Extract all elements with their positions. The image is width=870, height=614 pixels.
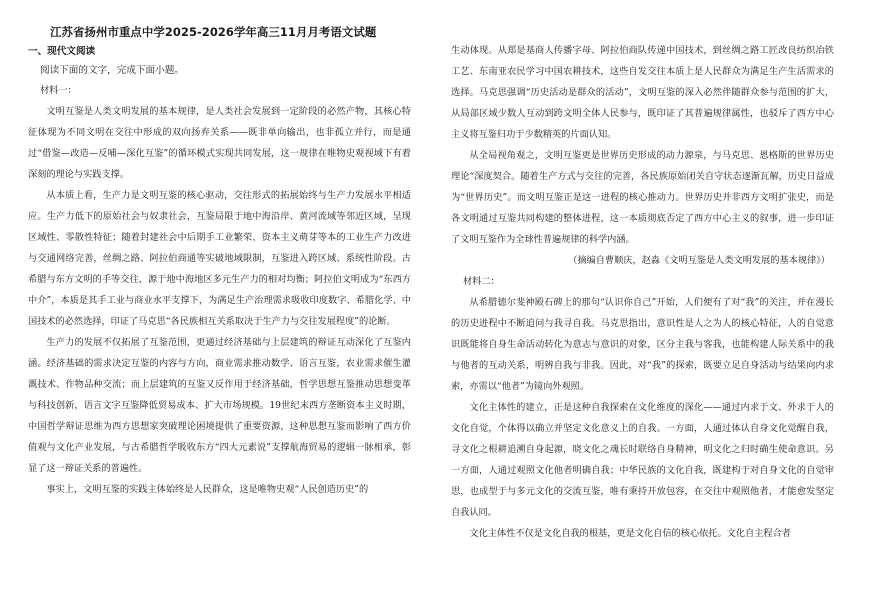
- material-1-label: 材料一：: [40, 85, 77, 96]
- left-column: [28, 22, 411, 500]
- right-paragraph-3: 从希腊德尔斐神殿石碑上的那句“认识你自己”开始，人们便有了对“我”的关注，并在漫长的历史进程中不断追问与我寻自我。马克思指出，意识性是人之为人的核心特征，人的自觉意识既能将自身生命活动转化为意志与意识的对象，区分主我与客我，也能构建人际关系中的我与他者的互动关系，明辨自我与非我。因此，对“我”的探索，既要立足自身活动与结果向内求索，亦需以“他者”为镜向外观照。: [451, 297, 834, 392]
- right-column: [451, 40, 834, 544]
- reading-instruction: 阅读下面的文字，完成下面小题。: [40, 65, 184, 76]
- material-2-label: 材料二：: [463, 276, 500, 287]
- left-paragraph-2: 从本质上看，生产力是文明互鉴的核心驱动，交往形式的拓展始终与生产力发展水平相适应。生产力低下的原始社会与奴隶社会，互鉴局限于地中海沿岸、黄河流域等邻近区域，呈现区域性、零散性特征；随着封建社会中后期手工业繁荣、资本主义萌芽等本的工业生产力改进与交通网络完善，丝绸之路、阿拉伯商通等实破地域限制，互鉴进入跨区域、系统性阶段。古希腊与东方文明的手等交往，源于地中海地区多元生产力的相对均衡；阿拉伯文明成为“东西方中介”，本质是其手工业与商业水平支撑下，为满足生产治理需求吸收印度数字、希腊化学、中国技术的必然选择，印证了马克思“各民族相互关系取决于生产力与交往发展程度”的论断。: [28, 190, 411, 327]
- source-citation: （摘编自曹顺庆，赵淼《文明互鉴是人类文明发展的基本规律》）: [568, 255, 830, 266]
- right-paragraph-4: 文化主体性的建立，正是这种自我探索在文化维度的深化——通过内求于文、外求于人的文化自觉，个体得以确立并坚定文化意义上的自我。一方面，人通过体认自身文化觉醒自我，寻文化之根耕追溯自身起源，晓文化之魂长时联络自身精神，明文化之归时确生使命意识。另一方面，人通过观照文化他者明确自我；中华民族的文化自我，既建构于对自身文化的自觉审思，也成型于与多元文化的交流互鉴，唯有秉持开放包容，在交往中观照他者，才能愈发坚定自我认同。: [451, 402, 834, 518]
- left-paragraph-1: 文明互鉴是人类文明发展的基本规律，是人类社会发展到一定阶段的必然产物，其核心特征体现为不同文明在交往中形成的双向扬弃关系——既非单向输出，也非孤立并行，而是通过“借鉴—改造—反哺—深化互鉴”的循环模式实现共同发展，这一规律在唯物史观视域下有着深刻的理论与实践支撑。: [28, 106, 411, 180]
- section-heading: 一、现代文阅读: [28, 46, 96, 57]
- right-paragraph-2: 从全局视角观之，文明互鉴更是世界历史形成的动力源泉，与马克思、恩格斯的世界历史理论“深度契合。随着生产方式与交往的完善，各民族原始闭关自守状态逐渐瓦解，历史日益成为“世界历史”。而文明互鉴正是这一进程的核心推动力。世界历史并非西方文明扩张史，而是各文明通过互鉴共同构建的整体进程，这一本质彻底否定了西方中心主义的叙事，进一步印证了文明互鉴作为全球性普遍规律的科学内涵。: [451, 150, 834, 245]
- left-paragraph-3: 生产力的发展不仅拓展了互鉴范围，更通过经济基础与上层建筑的辩证互动深化了互鉴内涵。经济基础的需求决定互鉴的内容与方向，商业需求推动数学、语言互鉴，农业需求催生灌溉技术、作物品种交流；而上层建筑的互鉴又反作用于经济基础，哲学思想互鉴推动思想变革与科技创新，语言文字互鉴降低贸易成本、扩大市场规模。19世纪末西方垄断资本主义时期，中国哲学辩证思维为西方思想家突破理论困境提供了重要资源，这种思想互鉴而影响了西方价值观与文化产业发展，与古希腊哲学吸收东方“四大元素说”支撑航海贸易的逻辑一脉相承，彰显了这一辩证关系的普遍性。: [28, 337, 411, 474]
- right-paragraph-1: 生动体现。从郑是基商人传播字母、阿拉伯商队传递中国技术，到丝绸之路工匠改良纺织冶铁工艺、东南亚农民学习中国农耕技术，这些自发交往本质上是人民群众为满足生产生活需求的选择。马克思强调“历史活动是群众的活动”，文明互鉴的深入必然伴随群众参与范围的扩大，从局部区域少数人互动到跨文明全体人民参与，既印证了其普遍规律属性，也驳斥了西方中心主义将互鉴归功于少数精英的片面认知。: [451, 45, 834, 140]
- page-title: 江苏省扬州市重点中学2025-2026学年高三11月月考语文试题: [50, 25, 377, 39]
- left-paragraph-4: 事实上，文明互鉴的实践主体始终是人民群众，这是唯物史观“人民创造历史”的: [46, 484, 369, 495]
- right-paragraph-5: 文化主体性不仅是文化自我的根基，更是文化自信的核心依托。文化自主程合者: [469, 528, 791, 539]
